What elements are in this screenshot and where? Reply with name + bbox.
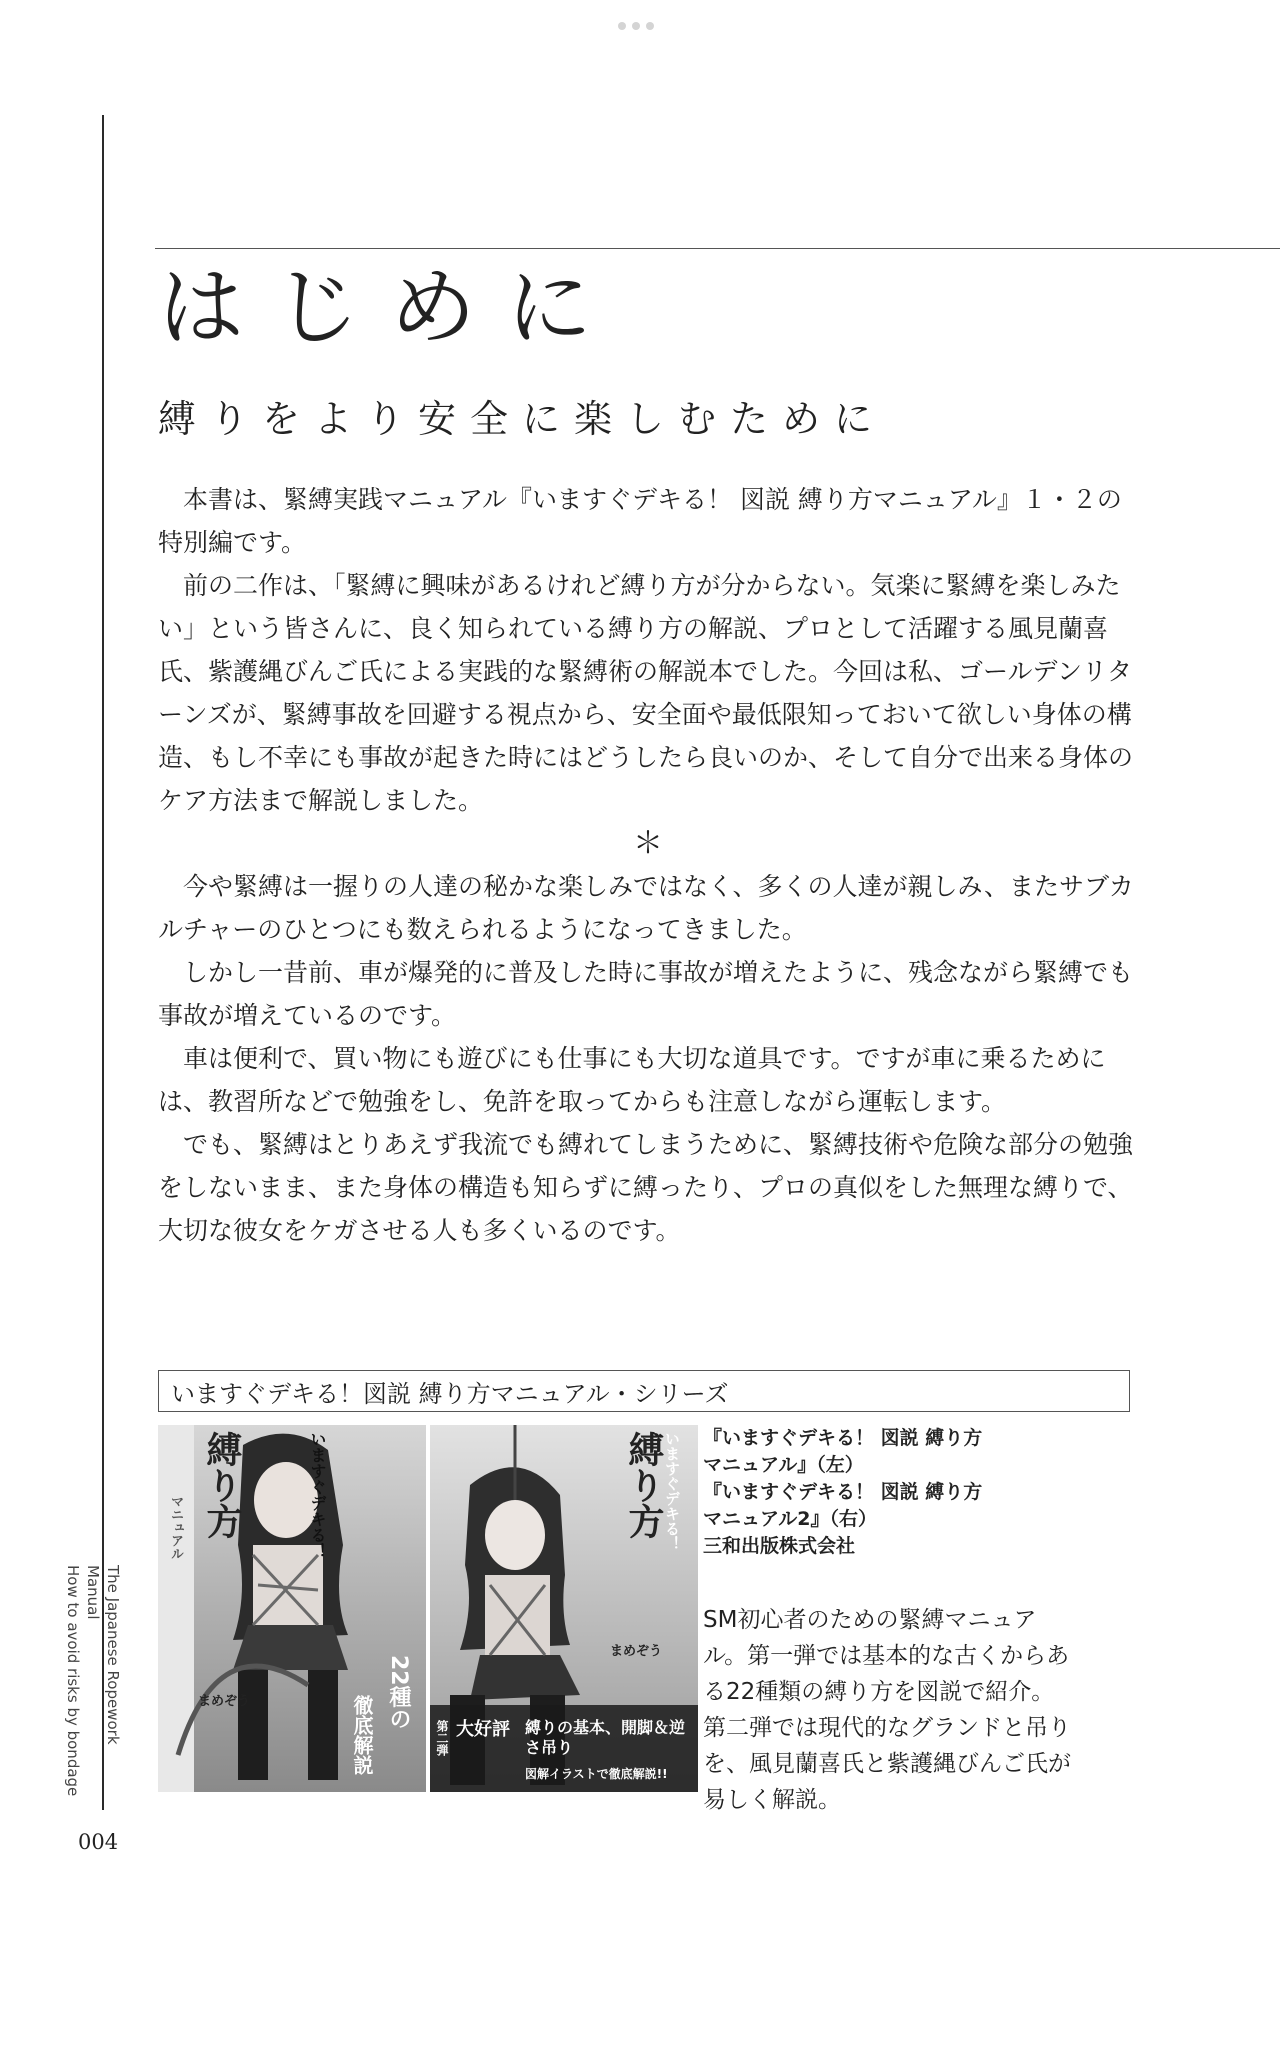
more-dots-icon[interactable] [618,22,654,30]
body-text [158,478,1138,1252]
book-info-line: マニュアル2』（右） [703,1508,877,1530]
series-header [158,1370,1130,1412]
page-title: はじめに [158,258,622,358]
paragraph: 車は便利で、買い物にも遊びにも仕事にも大切な道具です。ですが車に乗るためには、教習所などで勉強をし、免許を取ってからも注意しながら運転します。 [158,1044,1106,1116]
page-subtitle: 縛りをより安全に楽しむために [158,397,887,441]
book-info-line: マニュアル』（左） [703,1454,864,1476]
paragraph: 前の二作は、「緊縛に興味があるけれど縛り方が分からない。気楽に緊縛を楽しみたい」という皆さんに、良く知られている縛り方の解説、プロとして活躍する風見蘭喜氏、紫護縄びんご氏による実践的な緊縛術の解説本でした。今回は私、ゴールデンリターンズが、緊縛事故を回避する視点から、安全面や最低限知っておいて欲しい身体の構造、もし不幸にも事故が起きた時にはどうしたら良いのか、そして自分で出来る身体のケア方法まで解説しました。 [158,571,1134,815]
cover2-sub: 図解イラストで徹底解説!! [525,1767,668,1781]
cover1-blurb: 徹底解説 [350,1695,374,1775]
book-description: SM初心者のための緊縛マニュアル。第一弾では基本的な古くからある22種類の縛り方を図説で紹介。第二弾では現代的なグランドと吊りを、風見蘭喜氏と紫護縄びんご氏が易しく解説。 [703,1607,1071,1813]
cover1-side: マニュアル [168,1495,183,1560]
section-separator: ＊ [633,826,663,861]
side-text-line: The Japanese Ropework Manual [84,1565,122,1745]
series-title: いますぐデキる！図説 縛り方マニュアル・シリーズ [171,1379,729,1408]
paragraph: 本書は、緊縛実践マニュアル『いますぐデキる！ 図説 縛り方マニュアル』１・２の特別編です。 [158,485,1122,557]
cover1-author: まめぞう [198,1694,251,1709]
book-info [703,1425,1043,1560]
cover2-author: まめぞう [610,1644,663,1659]
cover2-tag: 大好評 [456,1719,510,1740]
paragraph: 今や緊縛は一握りの人達の秘かな楽しみではなく、多くの人達が親しみ、またサブカルチャーのひとつにも数えられるようになってきました。 [158,872,1134,944]
cover2-title: 縛り方 [623,1431,664,1539]
cover2-volume: 第二弾 [435,1720,449,1756]
cover1-count: 22種の [386,1655,411,1730]
cover1-series: いますぐデキる！ [308,1431,327,1559]
book-info-line: 『いますぐデキる！ 図説 縛り方 [703,1427,983,1449]
side-running-text [63,1565,123,1797]
book-cover-1 [158,1425,426,1792]
side-text-line: How to avoid risks by bondage [64,1565,82,1797]
title-rule [155,248,1280,249]
page-number: 004 [78,1830,119,1854]
cover2-blurb: 縛りの基本、開脚＆逆さ吊り [525,1718,686,1757]
book-cover-2 [430,1425,698,1792]
cover2-series: いますぐデキる！ [663,1431,681,1551]
book-publisher: 三和出版株式会社 [703,1535,856,1557]
margin-rule [102,115,104,1810]
paragraph: でも、緊縛はとりあえず我流でも縛れてしまうために、緊縛技術や危険な部分の勉強をしないまま、また身体の構造も知らずに縛ったり、プロの真似をした無理な縛りで、大切な彼女をケガさせる人も多くいるのです。 [158,1130,1134,1245]
cover1-title: 縛り方 [201,1431,242,1539]
book-info-line: 『いますぐデキる！ 図説 縛り方 [703,1481,983,1503]
paragraph: しかし一昔前、車が爆発的に普及した時に事故が増えたように、残念ながら緊縛でも事故が増えているのです。 [158,958,1134,1030]
